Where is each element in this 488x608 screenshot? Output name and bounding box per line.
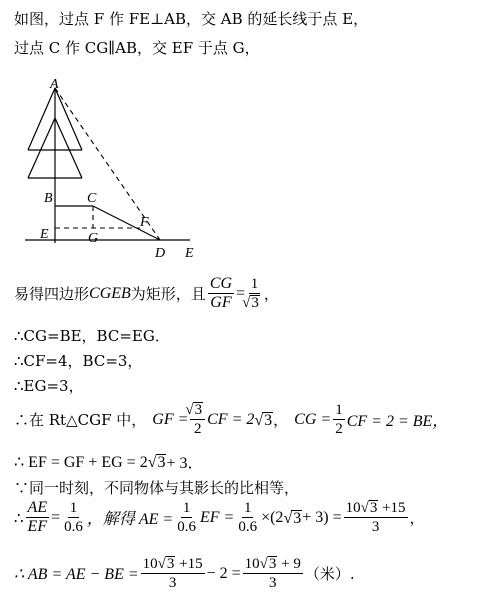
line-cf-bc: ∴CF=4，BC=3，	[14, 352, 143, 370]
label-E: E	[40, 227, 49, 242]
problem-line-1: 如图，过点 F 作 FE⊥AB，交 AB 的延长线于点 E，	[14, 10, 369, 28]
tree-edge	[55, 88, 82, 150]
label-E-ground: E	[185, 246, 194, 261]
tree-edge	[55, 118, 82, 178]
label-A: A	[50, 77, 59, 92]
problem-line-2: 过点 C 作 CG∥AB，交 EF 于点 G，	[14, 39, 260, 57]
ab-result-line: ∴ AB = AE − BE = $\frac{10√ 3 +15}{3}$ − 2 = $\frac{10√ 3 + 9}{3}$ （米）.	[14, 556, 355, 591]
tree-edge	[28, 88, 55, 150]
shadow-ratio-line: ∵同一时刻，不同物体与其影长的比相等，	[14, 479, 300, 497]
ef-line: ∴ EF = GF + EG = 2 √ 3 + 3．	[14, 450, 204, 473]
rect-line: 易得四边形 CGEB 为矩形，且 $\frac{CG}{GF}$ = 1 √ 3 ，	[14, 276, 279, 311]
line-cg-be: ∴CG=BE，BC=EG．	[14, 327, 170, 345]
label-F: F	[140, 215, 149, 230]
solve-ae-line: ∴ $\frac{AE}{EF}$ = $\frac{1}{0.6}$ ，解得 AE = $\frac{1}{0.6}$ EF = $\frac{1}{0.6}$ ×(2 √ 3 + 3) = $\frac{10√ 3 +15}{3}$ ，	[14, 500, 425, 535]
segment-CD	[93, 206, 160, 240]
label-D: D	[155, 246, 166, 261]
rt-triangle-line: ∴在 Rt△CGF 中， GF = √ $\frac{3}{2}$ CF = 2 √ 3 ， CG = $\frac{1}{2}$ CF = 2 = BE，	[14, 402, 448, 437]
label-C: C	[87, 191, 97, 206]
line-eg: ∴EG=3，	[14, 377, 84, 395]
tree-edge	[28, 118, 55, 178]
label-B: B	[44, 191, 53, 206]
label-G: G	[88, 231, 99, 246]
